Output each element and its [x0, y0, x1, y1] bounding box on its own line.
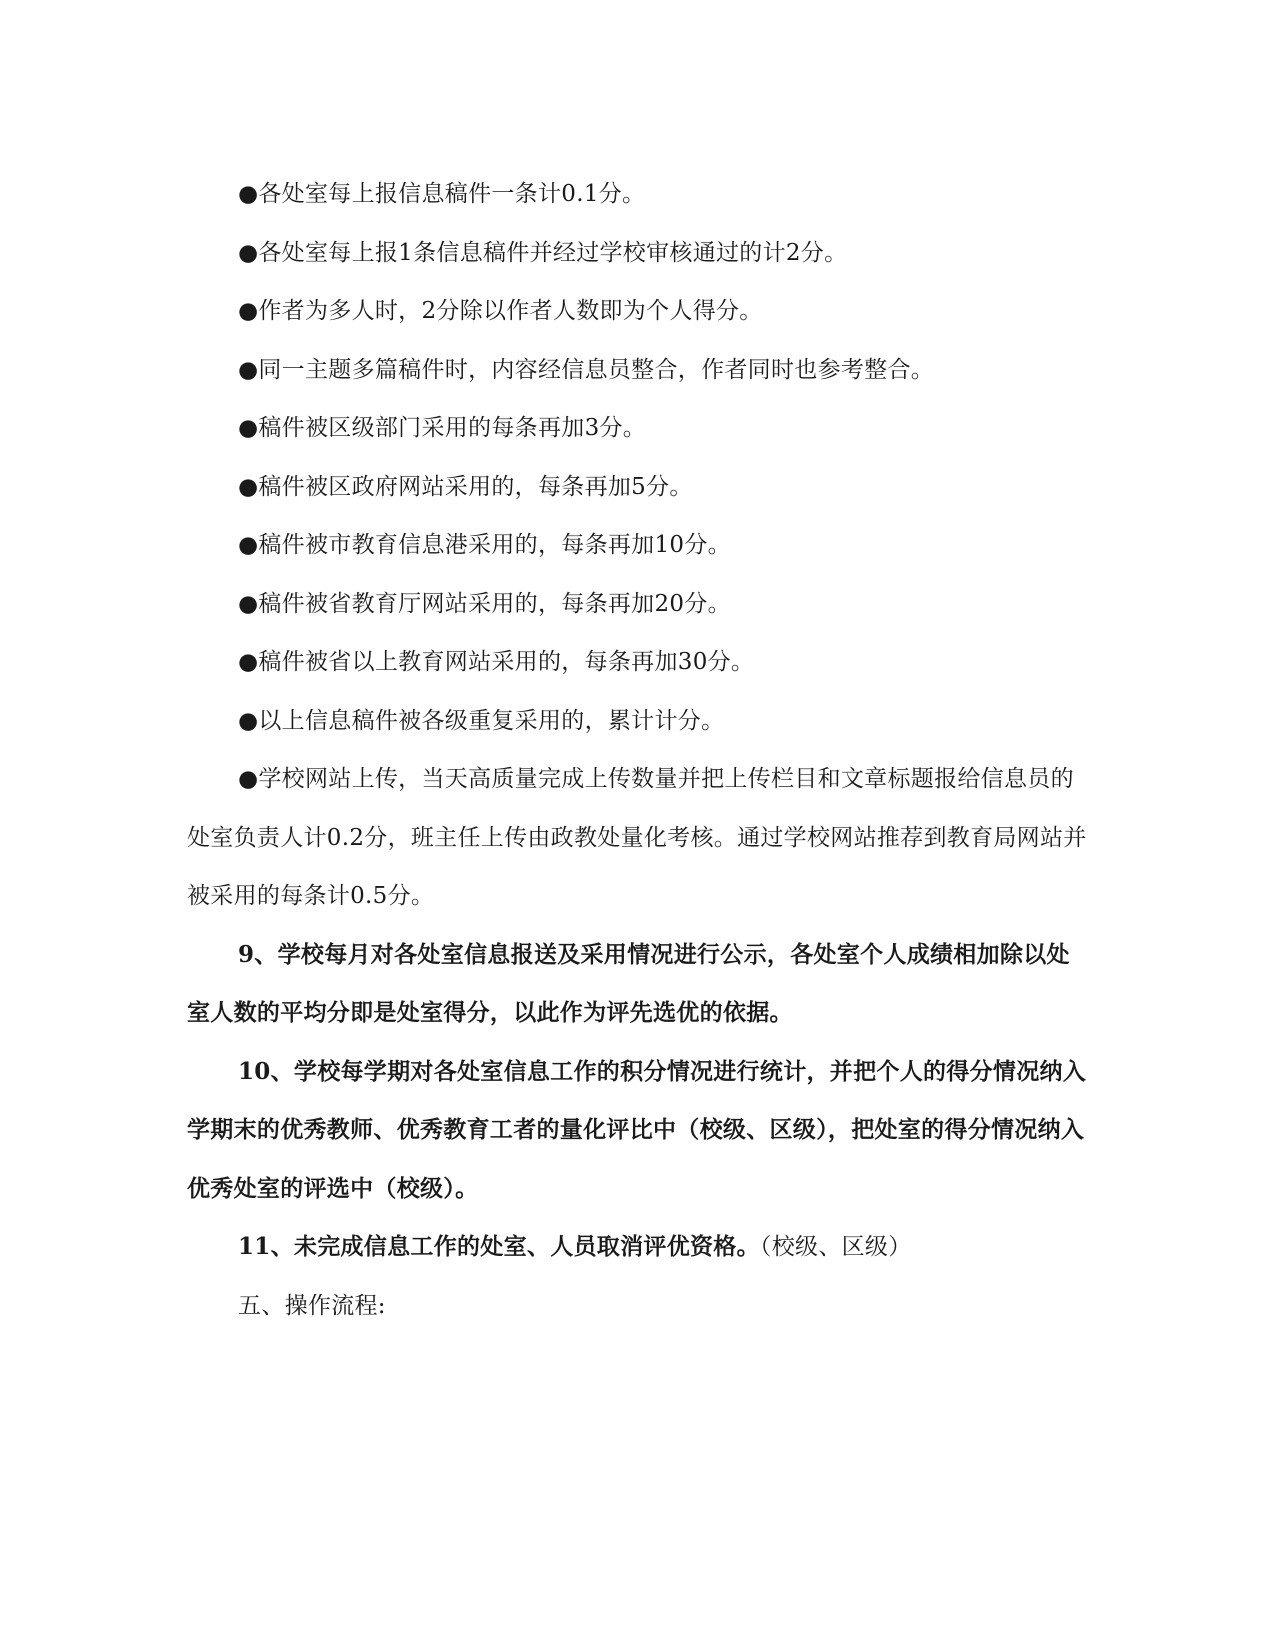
bullet-item-7: ●稿件被市教育信息港采用的，每条再加10分。 [238, 532, 731, 558]
bullet-item-1: ●各处室每上报信息稿件一条计0.1分。 [238, 181, 646, 207]
bullet-item-2: ●各处室每上报1条信息稿件并经过学校审核通过的计2分。 [238, 239, 848, 266]
bullet-item-8: ●稿件被省教育厅网站采用的，每条再加20分。 [238, 590, 731, 617]
document-body [187, 165, 1087, 1335]
bullet-item-5: ●稿件被区级部门采用的每条再加3分。 [238, 415, 647, 441]
bullet-item-11: ●学校网站上传，当天高质量完成上传数量并把上传栏目和文章标题报给信息员的处室负责人计0.2分，班主任上传由政教处量化考核。通过学校网站推荐到教育局网站并被采用的每条计0.5分。 [187, 766, 1087, 909]
numbered-item-10: 10、学校每学期对各处室信息工作的积分情况进行统计，并把个人的得分情况纳入学期末的优秀教师、优秀教育工者的量化评比中（校级、区级），把处室的得分情况纳入优秀处室的评选中（校级）。 [187, 1057, 1087, 1202]
numbered-item-11-main: 11、未完成信息工作的处室、人员取消评优资格。 [238, 1233, 760, 1260]
bullet-item-3: ●作者为多人时，2分除以作者人数即为个人得分。 [238, 298, 763, 324]
bullet-item-9: ●稿件被省以上教育网站采用的，每条再加30分。 [238, 649, 755, 675]
bullet-item-4: ●同一主题多篇稿件时，内容经信息员整合，作者同时也参考整合。 [238, 356, 935, 383]
bullet-item-6: ●稿件被区政府网站采用的，每条再加5分。 [238, 473, 693, 500]
section-heading-5: 五、操作流程: [238, 1292, 386, 1319]
numbered-item-11-scope: （校级、区级） [759, 1234, 912, 1260]
numbered-item-9: 9、学校每月对各处室信息报送及采用情况进行公示，各处室个人成绩相加除以处室人数的平均分即是处室得分，以此作为评先选优的依据。 [187, 940, 1070, 1026]
numbered-item-11 [187, 1218, 1087, 1277]
bullet-item-10: ●以上信息稿件被各级重复采用的，累计计分。 [238, 707, 725, 734]
